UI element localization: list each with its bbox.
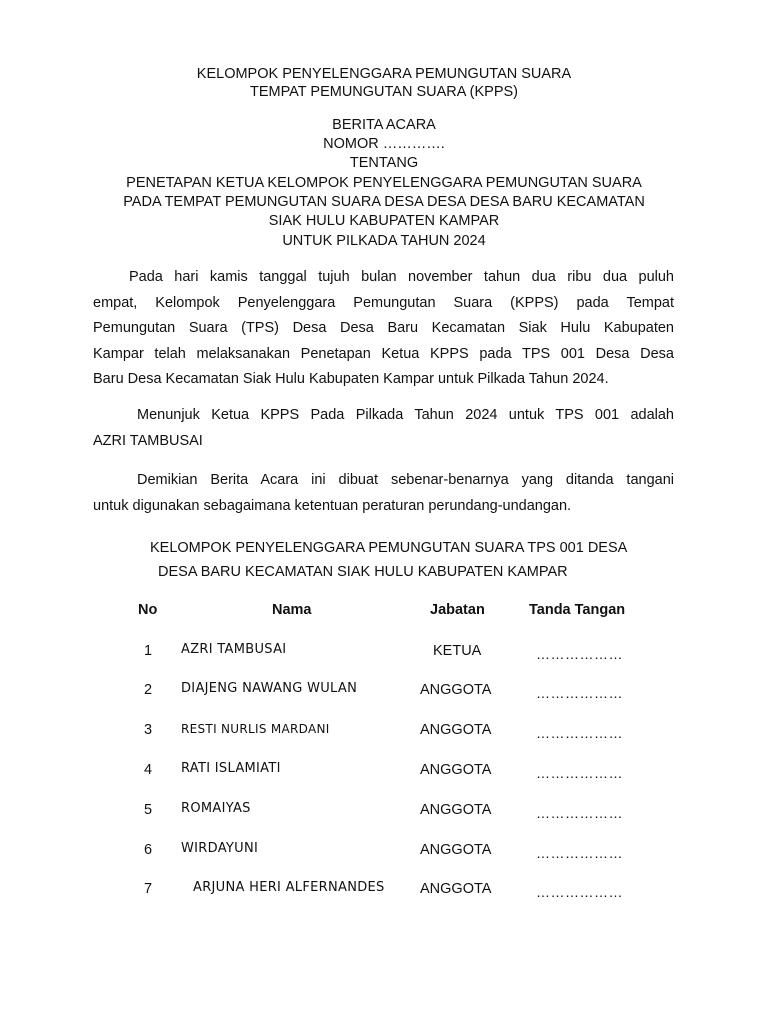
header-org-line1: KELOMPOK PENYELENGGARA PEMUNGUTAN SUARA <box>196 66 572 82</box>
row-signature-line: ……………… <box>536 884 623 900</box>
paragraph-1 <box>93 265 674 393</box>
row-signature-line: ……………… <box>536 805 623 821</box>
row-jabatan: ANGGOTA <box>420 682 492 698</box>
doc-subject-line1: PENETAPAN KETUA KELOMPOK PENYELENGGARA PEMUNGUTAN SUARA <box>126 175 642 191</box>
row-no: 4 <box>144 762 153 778</box>
signatory-title-line2: DESA BARU KECAMATAN SIAK HULU KABUPATEN KAMPAR <box>158 564 568 580</box>
row-nama: ROMAIYAS <box>181 801 251 816</box>
signatory-title-line1: KELOMPOK PENYELENGGARA PEMUNGUTAN SUARA TPS 001 DESA <box>150 540 628 556</box>
paragraph-3-line: untuk digunakan sebagaimana ketentuan peraturan perundang-undangan. <box>93 497 572 514</box>
paragraph-2 <box>93 403 674 454</box>
row-jabatan: ANGGOTA <box>420 762 492 778</box>
row-nama: RESTI NURLIS MARDANI <box>181 722 330 736</box>
row-jabatan: ANGGOTA <box>420 881 492 897</box>
row-nama: DIAJENG NAWANG WULAN <box>181 681 358 696</box>
col-header-tanda-tangan: Tanda Tangan <box>529 602 626 618</box>
paragraph-1-line: empat, Kelompok Penyelenggara Pemungutan Suara (KPPS) pada Tempat <box>93 294 674 311</box>
doc-subject-line2: PADA TEMPAT PEMUNGUTAN SUARA DESA DESA DESA BARU KECAMATAN <box>123 194 645 210</box>
row-no: 5 <box>144 802 153 818</box>
row-nama: AZRI TAMBUSAI <box>181 642 287 657</box>
paragraph-3-line: Demikian Berita Acara ini dibuat sebenar-benarnya yang ditanda tangani <box>137 472 674 488</box>
row-signature-line: ……………… <box>536 765 623 781</box>
row-signature-line: ……………… <box>536 685 623 701</box>
row-jabatan: ANGGOTA <box>420 842 492 858</box>
doc-subject-line4: UNTUK PILKADA TAHUN 2024 <box>282 233 486 249</box>
header-org-line2: TEMPAT PEMUNGUTAN SUARA (KPPS) <box>249 84 519 100</box>
row-jabatan: KETUA <box>433 643 482 659</box>
row-jabatan: ANGGOTA <box>420 802 492 818</box>
row-jabatan: ANGGOTA <box>420 722 492 738</box>
row-no: 3 <box>144 722 153 738</box>
row-nama: ARJUNA HERI ALFERNANDES <box>193 880 385 895</box>
row-no: 2 <box>144 682 153 698</box>
paragraph-1-line: Kampar telah melaksanakan Penetapan Ketua KPPS pada TPS 001 Desa Desa <box>93 345 674 362</box>
col-header-nama: Nama <box>272 602 312 618</box>
paragraph-3 <box>93 468 674 519</box>
row-no: 1 <box>144 643 153 659</box>
col-header-no: No <box>138 602 158 618</box>
doc-about: TENTANG <box>349 155 419 171</box>
col-header-jabatan: Jabatan <box>430 602 485 618</box>
paragraph-1-line: Pemungutan Suara (TPS) Desa Desa Baru Kecamatan Siak Hulu Kabupaten <box>93 320 674 336</box>
row-signature-line: ……………… <box>536 725 623 741</box>
doc-subject-line3: SIAK HULU KABUPATEN KAMPAR <box>268 213 500 229</box>
row-no: 7 <box>144 881 153 897</box>
paragraph-1-line: Pada hari kamis tanggal tujuh bulan november tahun dua ribu dua puluh <box>129 269 674 285</box>
doc-number: NOMOR …………. <box>323 136 445 152</box>
paragraph-1-line: Baru Desa Kecamatan Siak Hulu Kabupaten Kampar untuk Pilkada Tahun 2024. <box>93 371 609 387</box>
row-no: 6 <box>144 842 153 858</box>
row-signature-line: ……………… <box>536 845 623 861</box>
row-nama: WIRDAYUNI <box>181 841 259 856</box>
paragraph-2-line: Menunjuk Ketua KPPS Pada Pilkada Tahun 2024 untuk TPS 001 adalah <box>137 407 674 423</box>
row-signature-line: ……………… <box>536 646 623 662</box>
doc-type: BERITA ACARA <box>332 117 436 133</box>
paragraph-2-line: AZRI TAMBUSAI <box>93 432 203 449</box>
row-nama: RATI ISLAMIATI <box>181 761 281 776</box>
